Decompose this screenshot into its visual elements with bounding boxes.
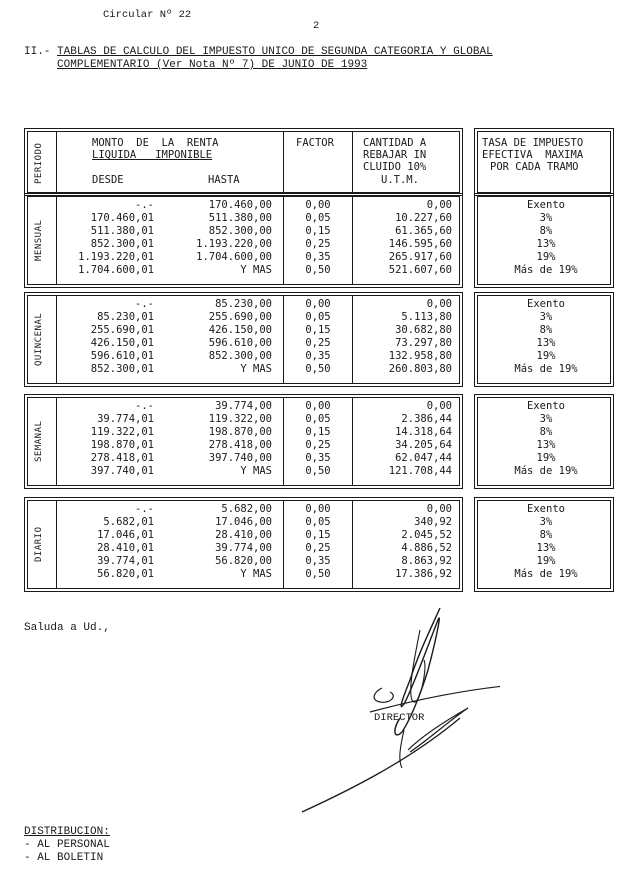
cell-tasa: Exento <box>527 199 565 211</box>
cell-hasta: 39.774,00 <box>215 542 272 554</box>
cell-hasta: Y MAS <box>240 264 272 276</box>
column-tasa <box>486 199 606 277</box>
header-hasta: HASTA <box>208 174 240 186</box>
cell-desde: 426.150,01 <box>90 337 154 349</box>
column-rebaja <box>354 503 452 581</box>
column-tasa <box>486 503 606 581</box>
header-tasa-1: TASA DE IMPUESTO <box>482 137 584 149</box>
cell-rebaja: 10.227,60 <box>395 212 452 224</box>
cell-hasta: 28.410,00 <box>215 529 272 541</box>
column-desde <box>58 298 154 376</box>
cell-tasa: 19% <box>536 452 556 464</box>
cell-factor: 0,35 <box>305 452 331 464</box>
cell-factor: 0,25 <box>305 238 331 250</box>
column-hasta <box>160 199 272 277</box>
cell-rebaja: 2.386,44 <box>401 413 452 425</box>
cell-rebaja: 260.803,80 <box>388 363 452 375</box>
cell-tasa: 13% <box>536 337 556 349</box>
cell-tasa: 19% <box>536 251 556 263</box>
cell-rebaja: 30.682,80 <box>395 324 452 336</box>
cell-factor: 0,15 <box>305 426 331 438</box>
period-label: QUINCENAL <box>34 312 44 367</box>
cell-desde: 28.410,01 <box>97 542 154 554</box>
cell-tasa: 8% <box>539 529 553 541</box>
cell-desde: 852.300,01 <box>90 363 154 375</box>
period-label: SEMANAL <box>34 420 44 463</box>
cell-hasta: Y MAS <box>240 465 272 477</box>
header-monto-1: MONTO DE LA RENTA <box>92 137 219 149</box>
cell-rebaja: 2.045,52 <box>401 529 452 541</box>
cell-rebaja: 8.863,92 <box>401 555 452 567</box>
cell-rebaja: 73.297,80 <box>395 337 452 349</box>
distribution-list <box>24 826 110 865</box>
cell-hasta: 596.610,00 <box>208 337 272 349</box>
cell-desde: 119.322,01 <box>90 426 154 438</box>
cell-rebaja: 5.113,80 <box>401 311 452 323</box>
cell-hasta: 1.193.220,00 <box>196 238 272 250</box>
period-label: MENSUAL <box>34 219 44 262</box>
cell-rebaja: 0,00 <box>426 503 452 515</box>
column-rebaja <box>354 199 452 277</box>
header-tasa-3: POR CADA TRAMO <box>490 161 579 173</box>
cell-desde: 511.380,01 <box>90 225 154 237</box>
column-factor <box>284 400 352 478</box>
cell-desde: 1.193.220,01 <box>78 251 154 263</box>
signature-icon <box>290 600 500 820</box>
cell-tasa: 8% <box>539 426 553 438</box>
cell-factor: 0,25 <box>305 542 331 554</box>
cell-factor: 0,50 <box>305 568 331 580</box>
cell-tasa: 13% <box>536 238 556 250</box>
cell-factor: 0,50 <box>305 363 331 375</box>
cell-factor: 0,00 <box>305 503 331 515</box>
cell-tasa: Exento <box>527 400 565 412</box>
cell-factor: 0,35 <box>305 350 331 362</box>
cell-hasta: 170.460,00 <box>208 199 272 211</box>
cell-desde: 596.610,01 <box>90 350 154 362</box>
cell-tasa: Más de 19% <box>514 568 578 580</box>
column-desde <box>58 400 154 478</box>
cell-rebaja: 0,00 <box>426 199 452 211</box>
cell-hasta: 17.046,00 <box>215 516 272 528</box>
cell-hasta: 852.300,00 <box>208 350 272 362</box>
column-rebaja <box>354 400 452 478</box>
cell-rebaja: 121.708,44 <box>388 465 452 477</box>
signatory-title: DIRECTOR <box>374 712 425 724</box>
cell-rebaja: 4.886,52 <box>401 542 452 554</box>
column-desde <box>58 503 154 581</box>
column-factor <box>284 298 352 376</box>
cell-factor: 0,15 <box>305 529 331 541</box>
period-label: DIARIO <box>34 526 44 563</box>
cell-desde: 85.230,01 <box>97 311 154 323</box>
cell-rebaja: 340,92 <box>414 516 452 528</box>
cell-rebaja: 62.047,44 <box>395 452 452 464</box>
cell-hasta: 56.820,00 <box>215 555 272 567</box>
cell-desde: 397.740,01 <box>90 465 154 477</box>
cell-desde: 17.046,01 <box>97 529 154 541</box>
cell-hasta: 255.690,00 <box>208 311 272 323</box>
title-prefix: II.- <box>24 46 51 58</box>
header-cantidad-2: REBAJAR IN <box>363 149 427 161</box>
cell-tasa: Exento <box>527 503 565 515</box>
column-hasta <box>160 298 272 376</box>
header-tasa-2: EFECTIVA MAXIMA <box>482 149 584 161</box>
cell-desde: 170.460,01 <box>90 212 154 224</box>
header-monto-2: LIQUIDA IMPONIBLE <box>92 149 213 161</box>
cell-desde: 56.820,01 <box>97 568 154 580</box>
cell-desde: 255.690,01 <box>90 324 154 336</box>
cell-hasta: 5.682,00 <box>221 503 272 515</box>
cell-rebaja: 132.958,80 <box>388 350 452 362</box>
cell-tasa: 19% <box>536 555 556 567</box>
circular-number: Circular Nº 22 <box>103 9 192 21</box>
cell-hasta: 852.300,00 <box>208 225 272 237</box>
cell-rebaja: 17.386,92 <box>395 568 452 580</box>
distribution-heading: DISTRIBUCION: <box>24 826 110 838</box>
header-cantidad-4: U.T.M. <box>381 174 419 186</box>
document-title <box>24 46 493 72</box>
cell-factor: 0,35 <box>305 555 331 567</box>
title-line-1: TABLAS DE CALCULO DEL IMPUESTO UNICO DE SEGUNDA CATEGORIA Y GLOBAL <box>57 46 493 58</box>
cell-tasa: 3% <box>539 212 553 224</box>
cell-desde: 5.682,01 <box>103 516 154 528</box>
column-factor <box>284 199 352 277</box>
cell-factor: 0,05 <box>305 516 331 528</box>
cell-desde: -.- <box>135 199 154 211</box>
title-line-2: COMPLEMENTARIO (Ver Nota Nº 7) DE JUNIO DE 1993 <box>57 59 368 71</box>
column-factor <box>284 503 352 581</box>
cell-tasa: 3% <box>539 516 553 528</box>
cell-factor: 0,25 <box>305 337 331 349</box>
page-number: 2 <box>313 20 320 32</box>
cell-rebaja: 61.365,60 <box>395 225 452 237</box>
cell-hasta: 426.150,00 <box>208 324 272 336</box>
cell-factor: 0,00 <box>305 199 331 211</box>
cell-desde: -.- <box>135 503 154 515</box>
column-rebaja <box>354 298 452 376</box>
cell-factor: 0,00 <box>305 400 331 412</box>
cell-rebaja: 34.205,64 <box>395 439 452 451</box>
header-cantidad-3: CLUIDO 10% <box>363 161 427 173</box>
cell-desde: 39.774,01 <box>97 413 154 425</box>
cell-hasta: 1.704.600,00 <box>196 251 272 263</box>
cell-factor: 0,25 <box>305 439 331 451</box>
cell-hasta: Y MAS <box>240 568 272 580</box>
cell-tasa: 13% <box>536 542 556 554</box>
column-tasa <box>486 400 606 478</box>
column-hasta <box>160 400 272 478</box>
cell-tasa: 13% <box>536 439 556 451</box>
cell-factor: 0,35 <box>305 251 331 263</box>
cell-desde: 39.774,01 <box>97 555 154 567</box>
cell-factor: 0,05 <box>305 413 331 425</box>
cell-desde: 278.418,01 <box>90 452 154 464</box>
cell-tasa: Más de 19% <box>514 264 578 276</box>
cell-factor: 0,50 <box>305 264 331 276</box>
cell-factor: 0,50 <box>305 465 331 477</box>
cell-hasta: 39.774,00 <box>215 400 272 412</box>
distribution-item: - AL BOLETIN <box>24 852 104 864</box>
cell-tasa: 8% <box>539 225 553 237</box>
cell-rebaja: 146.595,60 <box>388 238 452 250</box>
cell-tasa: 8% <box>539 324 553 336</box>
cell-hasta: 278.418,00 <box>208 439 272 451</box>
distribution-item: - AL PERSONAL <box>24 839 110 851</box>
cell-factor: 0,05 <box>305 212 331 224</box>
cell-rebaja: 14.318,64 <box>395 426 452 438</box>
cell-rebaja: 0,00 <box>426 400 452 412</box>
header-desde: DESDE <box>92 174 124 186</box>
cell-desde: 852.300,01 <box>90 238 154 250</box>
cell-hasta: 397.740,00 <box>208 452 272 464</box>
cell-desde: -.- <box>135 400 154 412</box>
cell-hasta: 119.322,00 <box>208 413 272 425</box>
cell-hasta: 511.380,00 <box>208 212 272 224</box>
cell-tasa: 19% <box>536 350 556 362</box>
cell-hasta: 198.870,00 <box>208 426 272 438</box>
cell-desde: 1.704.600,01 <box>78 264 154 276</box>
cell-factor: 0,15 <box>305 225 331 237</box>
cell-hasta: Y MAS <box>240 363 272 375</box>
header-factor: FACTOR <box>296 137 334 149</box>
cell-rebaja: 0,00 <box>426 298 452 310</box>
header-periodo: PERIODO <box>34 142 44 184</box>
closing-saluda: Saluda a Ud., <box>24 622 110 634</box>
column-hasta <box>160 503 272 581</box>
cell-desde: -.- <box>135 298 154 310</box>
column-desde <box>58 199 154 277</box>
cell-hasta: 85.230,00 <box>215 298 272 310</box>
cell-tasa: Más de 19% <box>514 363 578 375</box>
header-cantidad-1: CANTIDAD A <box>363 137 427 149</box>
cell-factor: 0,05 <box>305 311 331 323</box>
cell-factor: 0,00 <box>305 298 331 310</box>
cell-tasa: Más de 19% <box>514 465 578 477</box>
cell-desde: 198.870,01 <box>90 439 154 451</box>
cell-tasa: Exento <box>527 298 565 310</box>
cell-rebaja: 521.607,60 <box>388 264 452 276</box>
cell-tasa: 3% <box>539 311 553 323</box>
cell-factor: 0,15 <box>305 324 331 336</box>
column-tasa <box>486 298 606 376</box>
cell-rebaja: 265.917,60 <box>388 251 452 263</box>
cell-tasa: 3% <box>539 413 553 425</box>
